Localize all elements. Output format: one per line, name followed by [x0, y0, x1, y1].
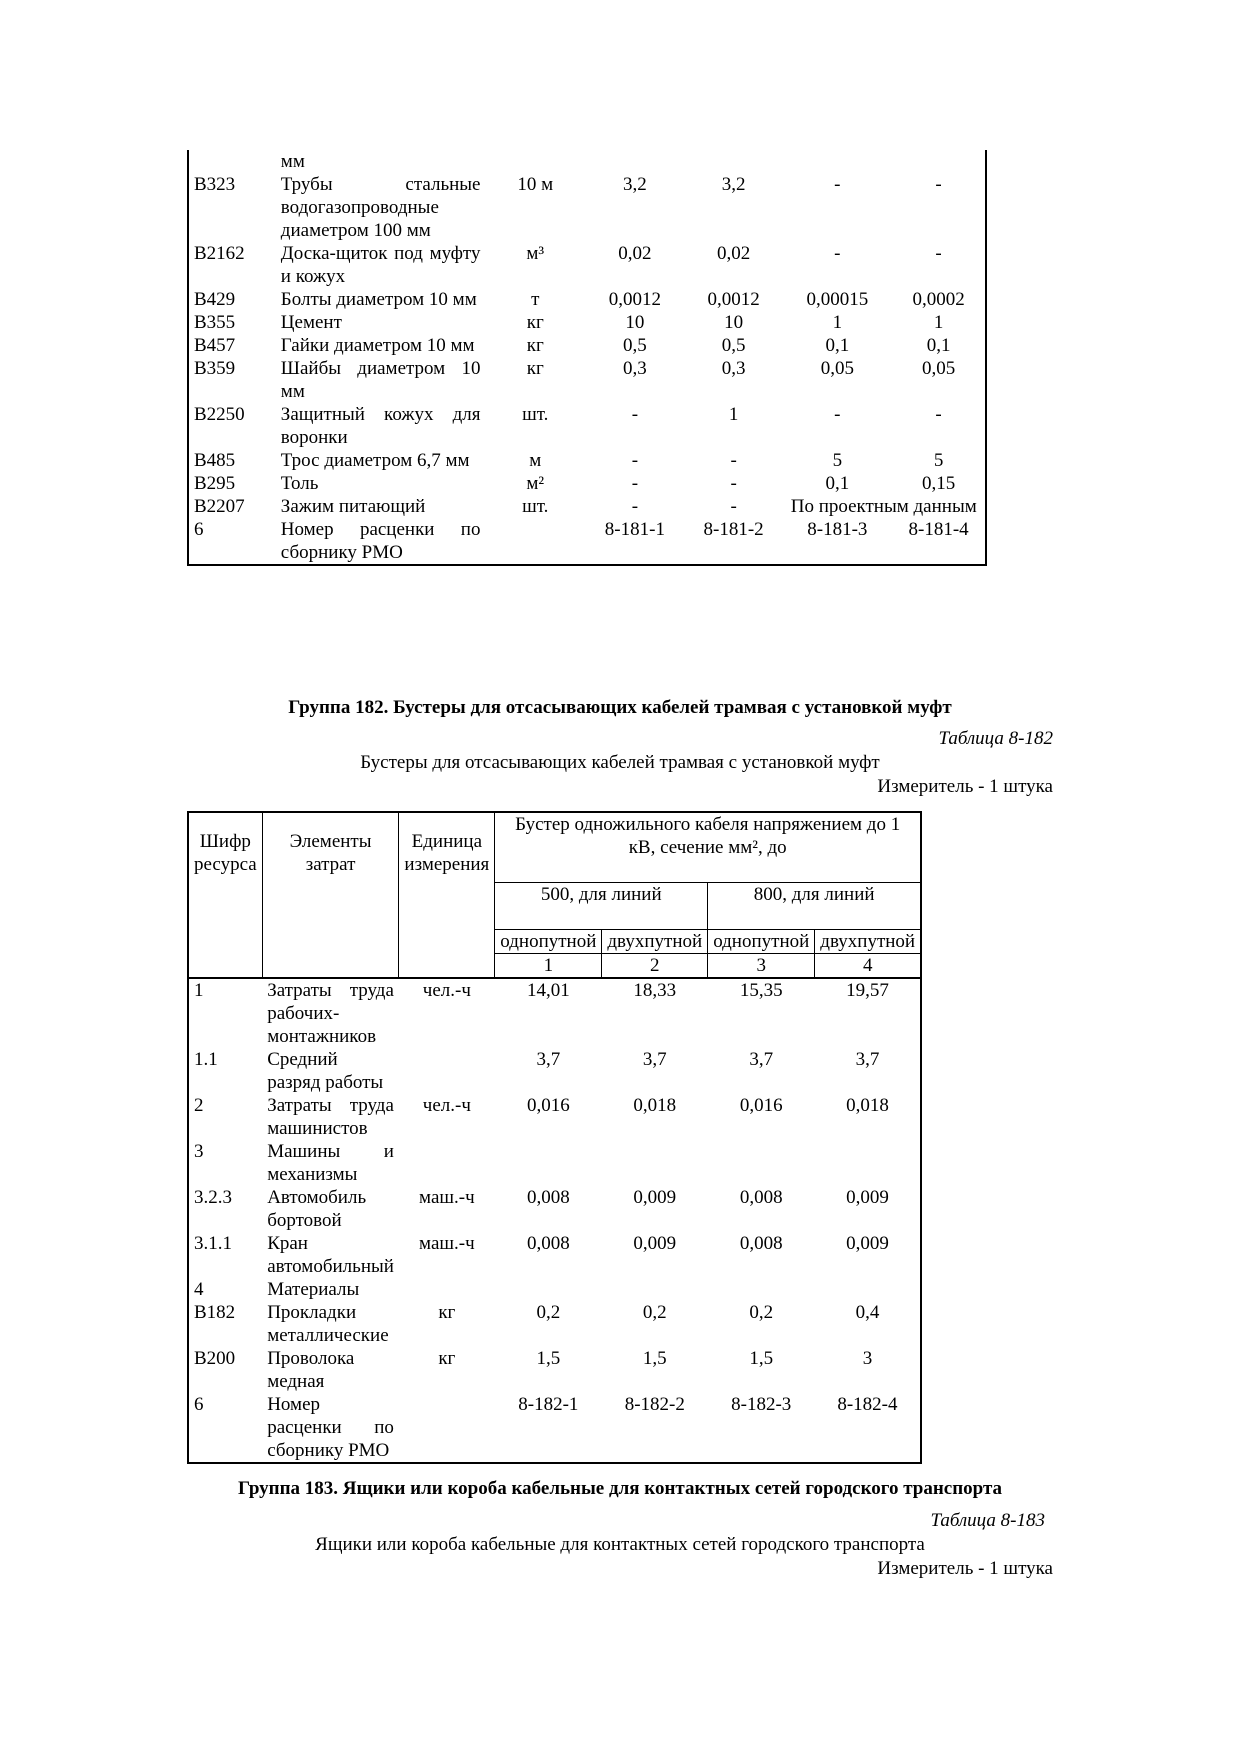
header-col-1: 1 [495, 954, 602, 979]
group-182-heading: Группа 182. Бустеры для отсасывающих кабелей трамвая с установкой муфт [288, 697, 952, 718]
resource-unit: кг [526, 358, 544, 379]
value-col-3-4: По проектным данным [790, 496, 977, 517]
header-col-2: 2 [602, 954, 708, 979]
value-col-2: 10 [724, 312, 744, 333]
resource-name: Толь [280, 473, 319, 494]
resource-unit: 10 м [517, 174, 554, 195]
header-col-3: 3 [708, 954, 815, 979]
value-col-2: 3,2 [721, 174, 746, 195]
value-col-3: 5 [832, 450, 843, 471]
cost-element-name: Средний разряд работы [267, 1049, 384, 1093]
table-row [188, 403, 986, 449]
value-col-2: 18,33 [602, 978, 708, 1048]
resource-unit: чел.-ч [422, 1095, 471, 1116]
value-col-2: 0,009 [633, 1187, 677, 1208]
table-row [188, 449, 986, 472]
cost-element-name: Проволока медная [267, 1348, 355, 1392]
value-col-3: 1,5 [749, 1348, 774, 1369]
resource-unit: шт. [522, 404, 549, 425]
value-col-1 [495, 1278, 602, 1301]
value-col-4: - [935, 243, 942, 264]
header-two-track-1: двухпутной [602, 930, 708, 954]
value-col-3: 0,016 [739, 1095, 783, 1116]
resource-code: 6 [194, 519, 204, 540]
resource-name: мм [280, 151, 305, 172]
value-col-4: 0,05 [921, 358, 956, 379]
resource-unit [399, 1140, 495, 1186]
value-col-4: 0,009 [846, 1187, 889, 1208]
header-code: Шифр ресурса [188, 812, 262, 978]
value-col-2: 0,018 [633, 1095, 677, 1116]
value-col-4: - [935, 174, 942, 195]
header-one-track-2: однопутной [708, 930, 815, 954]
value-col-2: 1 [728, 404, 739, 425]
table-row [188, 1278, 921, 1301]
cost-element-name: Затраты труда рабочих-монтажников [262, 978, 399, 1048]
value-col-3: 1 [832, 312, 843, 333]
value-col-1: - [631, 473, 639, 494]
resource-name: Цемент [280, 312, 342, 333]
resource-code [188, 150, 276, 173]
value-col-3: 0,05 [820, 358, 854, 379]
value-col-2: 0,2 [642, 1302, 667, 1323]
resource-unit: кг [526, 312, 544, 333]
resource-code: 6 [194, 1394, 204, 1415]
value-col-4: 0,018 [846, 1095, 889, 1116]
value-col-3: - [834, 404, 841, 425]
resource-unit: кг [438, 1348, 456, 1369]
table-caption: Бустеры для отсасывающих кабелей трамвая с установкой муфт [360, 752, 880, 773]
header-800: 800, для линий [708, 883, 921, 930]
value-col-2: 8-181-2 [703, 519, 764, 540]
value-col-1: 0,016 [526, 1095, 570, 1116]
value-col-4 [815, 1140, 921, 1186]
value-col-3: 8-182-3 [731, 1394, 792, 1415]
resource-code: В182 [194, 1302, 236, 1323]
table-row [188, 1186, 921, 1232]
value-col-1: 8-181-1 [604, 519, 665, 540]
value-col-2 [602, 1278, 708, 1301]
value-col-1 [585, 150, 685, 173]
resource-code: 4 [194, 1279, 204, 1300]
table-caption-183: Ящики или короба кабельные для контактных сетей городского транспорта [315, 1534, 925, 1555]
value-col-3: 15,35 [708, 978, 815, 1048]
table-row [188, 242, 986, 288]
value-col-1: 3,2 [623, 174, 647, 195]
resource-unit [485, 518, 585, 565]
table-row [188, 334, 986, 357]
resource-code: В429 [194, 289, 236, 310]
resource-unit [399, 1393, 495, 1463]
value-col-1: 1,5 [536, 1348, 561, 1369]
value-col-3: - [834, 243, 841, 264]
table-row [188, 472, 986, 495]
resource-name: Гайки диаметром 10 мм [280, 335, 475, 356]
resource-unit [399, 1278, 495, 1301]
value-col-1: 3,7 [536, 1049, 561, 1070]
resource-unit: чел.-ч [399, 978, 495, 1048]
header-500: 500, для линий [495, 883, 708, 930]
value-col-2: 0,3 [721, 358, 746, 379]
value-col-2: 1,5 [642, 1348, 667, 1369]
resource-code: В359 [194, 358, 236, 379]
value-col-1: - [631, 496, 639, 517]
value-col-4: 3,7 [855, 1049, 880, 1070]
value-col-3: 3,7 [749, 1049, 774, 1070]
cost-element-name: Материалы [267, 1279, 360, 1300]
cost-element-name: Автомобиль бортовой [267, 1187, 367, 1231]
resource-code: В2207 [194, 496, 245, 517]
value-col-4 [892, 150, 986, 173]
value-col-2: 8-182-2 [624, 1394, 685, 1415]
value-col-3 [708, 1140, 815, 1186]
value-col-3: 0,008 [739, 1187, 783, 1208]
value-col-1: 0,2 [536, 1302, 561, 1323]
resource-unit: шт. [522, 496, 549, 517]
value-col-4 [815, 1278, 921, 1301]
value-col-4: 19,57 [815, 978, 921, 1048]
table-number: Таблица 8-182 [938, 728, 1053, 749]
resource-code: В457 [194, 335, 236, 356]
resource-code: 3.1.1 [194, 1233, 232, 1254]
value-col-4: 0,1 [926, 335, 951, 356]
value-col-4: - [935, 404, 942, 425]
value-col-2: 0,02 [716, 243, 751, 264]
value-col-3: 0,1 [825, 473, 850, 494]
value-col-4: 5 [933, 450, 944, 471]
table-row [188, 495, 986, 518]
value-col-1: 0,008 [526, 1187, 570, 1208]
table-row [188, 1048, 921, 1094]
resource-unit: кг [526, 335, 544, 356]
value-col-4: 0,4 [855, 1302, 880, 1323]
value-col-2: 0,009 [633, 1233, 677, 1254]
resource-code: 2 [194, 1095, 204, 1116]
resource-name: Защитный кожух для воронки [280, 404, 481, 448]
value-col-2: - [730, 450, 737, 471]
resource-code: 3.2.3 [194, 1187, 232, 1208]
value-col-1: 0,008 [526, 1233, 570, 1254]
header-col-4: 4 [815, 954, 921, 979]
value-col-3 [782, 150, 892, 173]
value-col-3: 0,00015 [806, 289, 869, 310]
value-col-1: 0,02 [618, 243, 652, 264]
value-col-1: 0,0012 [608, 289, 661, 310]
resource-code: В2162 [194, 243, 245, 264]
resource-name: Трос диаметром 6,7 мм [280, 450, 470, 471]
value-col-2: - [730, 496, 737, 517]
resource-code: В355 [194, 312, 236, 333]
value-col-1: 0,3 [623, 358, 647, 379]
table-row [188, 1140, 921, 1186]
value-col-3: 0,008 [739, 1233, 783, 1254]
value-col-1: 14,01 [495, 978, 602, 1048]
header-two-track-2: двухпутной [815, 930, 921, 954]
resource-unit: маш.-ч [419, 1233, 475, 1254]
resource-name: Номер расценки по сборнику РМО [280, 519, 481, 563]
resource-unit: маш.-ч [419, 1187, 475, 1208]
resource-unit: т [531, 289, 540, 310]
resource-unit: м² [526, 473, 545, 494]
value-col-2: 3,7 [642, 1049, 667, 1070]
value-col-3: 8-181-3 [807, 519, 868, 540]
cost-element-name: Прокладки металлические [267, 1302, 389, 1346]
value-col-3 [708, 1278, 815, 1301]
table-row [188, 518, 986, 565]
value-col-2: 0,0012 [707, 289, 760, 310]
value-col-1: - [631, 404, 639, 425]
value-col-3: 0,2 [749, 1302, 774, 1323]
value-col-3: 0,1 [825, 335, 850, 356]
value-col-4: 8-181-4 [908, 519, 969, 540]
resource-name: Болты диаметром 10 мм [280, 289, 477, 310]
value-col-1 [495, 1140, 602, 1186]
table-row [188, 1393, 921, 1463]
cost-element-name: Затраты труда машинистов [267, 1095, 394, 1139]
cost-element-name: Машины и механизмы [267, 1141, 394, 1185]
resource-code: В323 [194, 174, 236, 195]
value-col-2: - [730, 473, 737, 494]
table-row [188, 1301, 921, 1347]
resource-unit: кг [438, 1302, 456, 1323]
value-col-3: - [834, 174, 841, 195]
value-col-2: 0,5 [721, 335, 746, 356]
value-col-4: 0,0002 [912, 289, 965, 310]
group-183-heading: Группа 183. Ящики или короба кабельные для контактных сетей городского транспорта [237, 1478, 1003, 1499]
resource-name: Зажим питающий [280, 496, 426, 517]
resource-unit [399, 1048, 495, 1094]
resource-code: В200 [194, 1348, 236, 1369]
value-col-4: 0,15 [921, 473, 956, 494]
cost-element-name: Номер расценки по сборнику РМО [267, 1394, 394, 1461]
header-group: Бустер одножильного кабеля напряжением до 1 кВ, сечение мм², до [495, 812, 921, 883]
table-row [188, 288, 986, 311]
resource-code: В295 [194, 473, 236, 494]
header-unit: Единица измерения [399, 812, 495, 978]
header-elements: Элементы затрат [262, 812, 399, 978]
value-col-4: 8-182-4 [837, 1394, 898, 1415]
table-meter-183: Измеритель - 1 штука [877, 1558, 1053, 1579]
resource-code: 1 [188, 978, 262, 1048]
resource-unit: м [529, 450, 542, 471]
value-col-1: 8-182-1 [518, 1394, 579, 1415]
resource-code: 3 [194, 1141, 204, 1162]
resource-table-8-182 [187, 811, 922, 1464]
table-row [188, 1347, 921, 1393]
value-col-2 [685, 150, 783, 173]
header-one-track-1: однопутной [495, 930, 602, 954]
value-col-1: 0,5 [623, 335, 647, 356]
resource-code: В485 [194, 450, 236, 471]
table-meter: Измеритель - 1 штука [877, 776, 1053, 797]
resource-name: Трубы стальные водогазопроводные диаметром 100 мм [280, 174, 481, 241]
value-col-1: - [631, 450, 639, 471]
cost-element-name: Кран автомобильный [267, 1233, 394, 1277]
resource-code: 1.1 [194, 1049, 218, 1070]
table-row [188, 150, 986, 173]
resource-unit: м³ [526, 243, 545, 264]
resource-table-8-181 [187, 150, 987, 566]
table-number-183: Таблица 8-183 [930, 1510, 1045, 1531]
table-row [188, 357, 986, 403]
table-row [188, 1232, 921, 1278]
resource-name: Шайбы диаметром 10 мм [280, 358, 481, 402]
table-row [188, 311, 986, 334]
value-col-4: 1 [933, 312, 944, 333]
resource-name: Доска-щиток под муфту и кожух [280, 243, 481, 287]
value-col-1: 10 [625, 312, 645, 333]
table-row [188, 1094, 921, 1140]
resource-unit [485, 150, 585, 173]
table-row [188, 978, 921, 1048]
value-col-2 [602, 1140, 708, 1186]
value-col-4: 3 [862, 1348, 873, 1369]
table-row [188, 173, 986, 242]
resource-code: В2250 [194, 404, 245, 425]
value-col-4: 0,009 [846, 1233, 889, 1254]
